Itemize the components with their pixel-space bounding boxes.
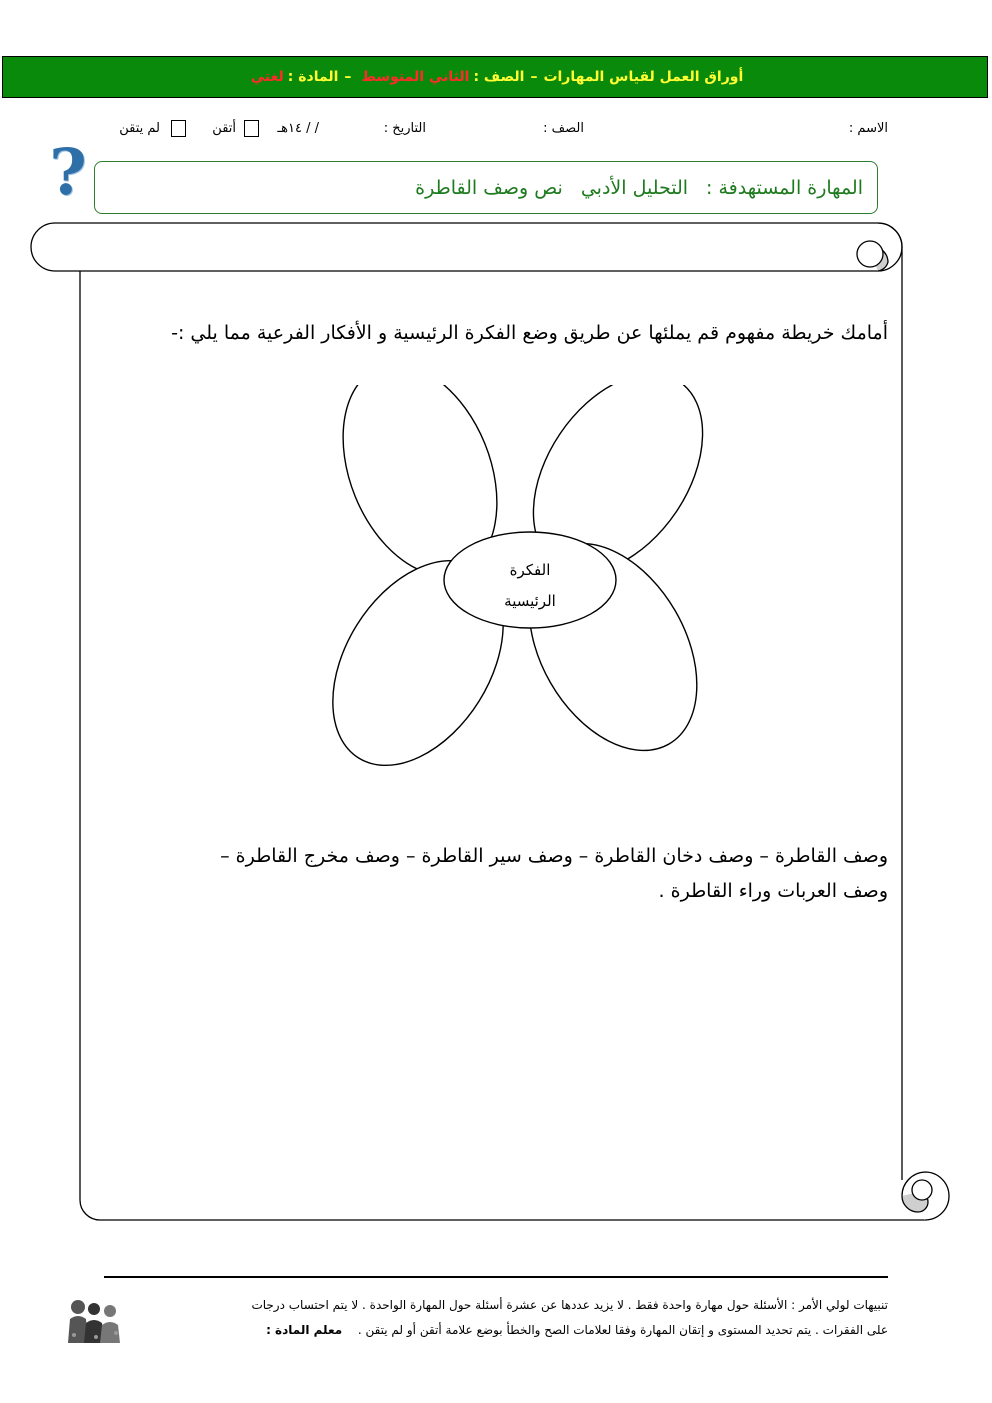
center-label-line1: الفكرة: [509, 561, 551, 579]
teacher-label: معلم المادة :: [266, 1323, 343, 1337]
center-ellipse: [444, 532, 616, 628]
banner-class-value: الثاني المتوسط: [361, 69, 470, 85]
not-mastered-label: لم يتقن: [119, 121, 160, 136]
skill-text: نص وصف القاطرة: [415, 176, 563, 199]
banner-subject-label: المادة :: [287, 69, 339, 85]
footer-note-line2: [266, 1323, 888, 1337]
banner-class-label: الصف :: [473, 69, 525, 85]
skill-analysis: التحليل الأدبي: [580, 176, 689, 199]
ideas-line2: وصف العربات وراء القاطرة .: [658, 880, 888, 902]
instruction-text: أمامك خريطة مفهوم قم يملئها عن طريق وضع الفكرة الرئيسية و الأفكار الفرعية مما يلي :-: [171, 322, 888, 344]
people-logo-icon: [66, 1297, 124, 1343]
date-label: التاريخ :: [383, 121, 426, 136]
mastered-label: أتقن: [212, 121, 236, 136]
banner-subject-value: لغتي: [250, 69, 284, 85]
name-label: الاسم :: [848, 121, 888, 136]
banner-dash: –: [530, 69, 538, 85]
banner-title: أوراق العمل لقياس المهارات: [543, 69, 744, 85]
footer-note-line1: تنبيهات لولي الأمر : الأسئلة حول مهارة واحدة فقط . لا يزيد عددها عن عشرة أسئلة حول المهارة الواحدة . لا يتم احتساب درجات: [251, 1298, 888, 1312]
footer-note-text: على الفقرات . يتم تحديد المستوى و إتقان المهارة وفقا لعلامات الصح والخطأ بوضع علامة أتقن أو لم يتقن .: [357, 1323, 888, 1337]
date-value: / / ١٤هـ: [277, 121, 319, 136]
ideas-line1: وصف القاطرة – وصف دخان القاطرة – وصف سير القاطرة – وصف مخرج القاطرة –: [220, 845, 888, 867]
skill-label: المهارة المستهدفة :: [706, 176, 863, 199]
class-label: الصف :: [543, 121, 584, 136]
footer-divider: [104, 1276, 888, 1278]
banner-dash: –: [344, 69, 352, 85]
center-label-line2: الرئيسية: [504, 592, 556, 610]
question-mark-icon: ?: [49, 135, 87, 210]
